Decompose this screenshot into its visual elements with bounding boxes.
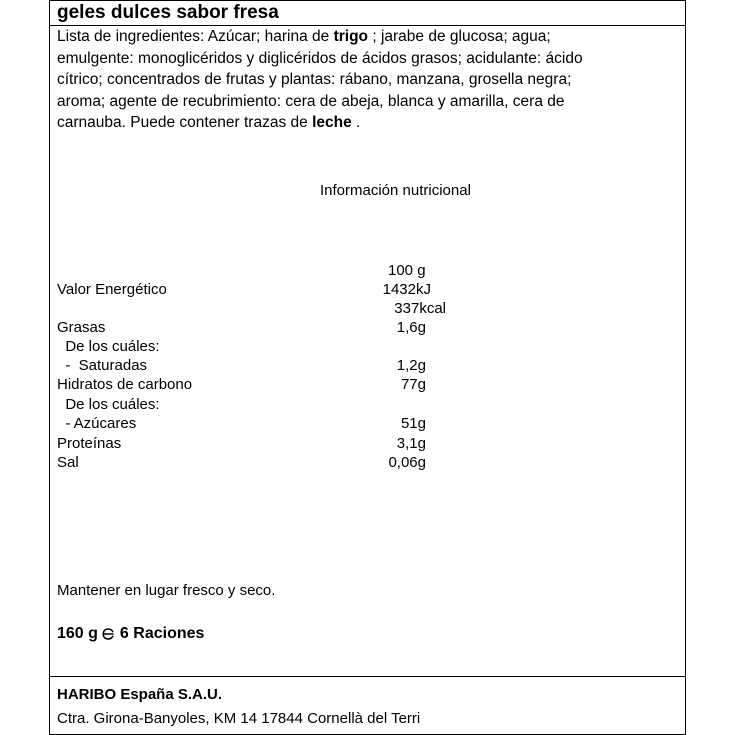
ingredients-line-3: cítrico; concentrados de frutas y plantas: rábano, manzana, grosella negra; — [57, 71, 572, 88]
portions: 6 Raciones — [119, 625, 205, 642]
nutrition-row-value: 1432kJ — [382, 281, 431, 298]
allergen-leche: leche — [312, 114, 352, 131]
nutrition-row-value: 77g — [400, 376, 426, 393]
ingredients-line-5 — [57, 112, 679, 134]
storage-instructions: Mantener en lugar fresco y seco. — [57, 582, 276, 599]
nutrition-row-value: 337kcal — [394, 300, 446, 317]
allergen-trigo: trigo — [333, 28, 369, 45]
net-weight — [57, 625, 204, 643]
nutrition-row-label: Sal — [57, 454, 79, 471]
ingredients-text: ; jarabe de glucosa; agua; — [368, 28, 551, 45]
nutrition-row-label: De los cuáles: — [57, 396, 160, 413]
nutrition-row-value: 1,6g — [396, 319, 426, 336]
company-name: HARIBO España S.A.U. — [57, 686, 223, 703]
nutrition-row-label: De los cuáles: — [57, 338, 160, 355]
company-address: Ctra. Girona-Banyoles, KM 14 17844 Cornellà del Terri — [57, 710, 421, 727]
nutrition-row-label: - Saturadas — [57, 357, 148, 374]
nutrition-row-value: 0,06g — [388, 454, 426, 471]
divider-company — [49, 676, 686, 677]
nutrition-title: Información nutricional — [320, 182, 471, 199]
ingredients-text: carnauba. Puede contener trazas de — [57, 114, 313, 131]
nutrition-row-value: 1,2g — [396, 357, 426, 374]
nutrition-row-label: Grasas — [57, 319, 106, 336]
ingredients-line-4: aroma; agente de recubrimiento: cera de abeja, blanca y amarilla, cera de — [57, 92, 565, 110]
ingredients-text: Lista de ingredientes: Azúcar; harina de — [57, 28, 334, 45]
weight-value: 160 g — [57, 625, 98, 642]
ingredients-line-2: emulgente: monoglicéridos y diglicéridos de ácidos grasos; acidulante: ácido — [57, 49, 583, 67]
nutrition-row-value: 51g — [400, 415, 426, 432]
estimated-e-icon — [100, 626, 116, 642]
ingredients-line-1 — [57, 26, 679, 48]
ingredients-list — [57, 26, 679, 134]
ingredients-text: . — [351, 114, 361, 131]
nutrition-row-label: - Azúcares — [57, 415, 137, 432]
product-title: geles dulces sabor fresa — [57, 2, 279, 23]
nutrition-row-label: Proteínas — [57, 435, 122, 452]
nutrition-row-value: 3,1g — [396, 435, 426, 452]
nutrition-per-label: 100 g — [388, 262, 426, 279]
nutrition-row-label: Hidratos de carbono — [57, 376, 193, 393]
nutrition-row-label: Valor Energético — [57, 281, 167, 298]
